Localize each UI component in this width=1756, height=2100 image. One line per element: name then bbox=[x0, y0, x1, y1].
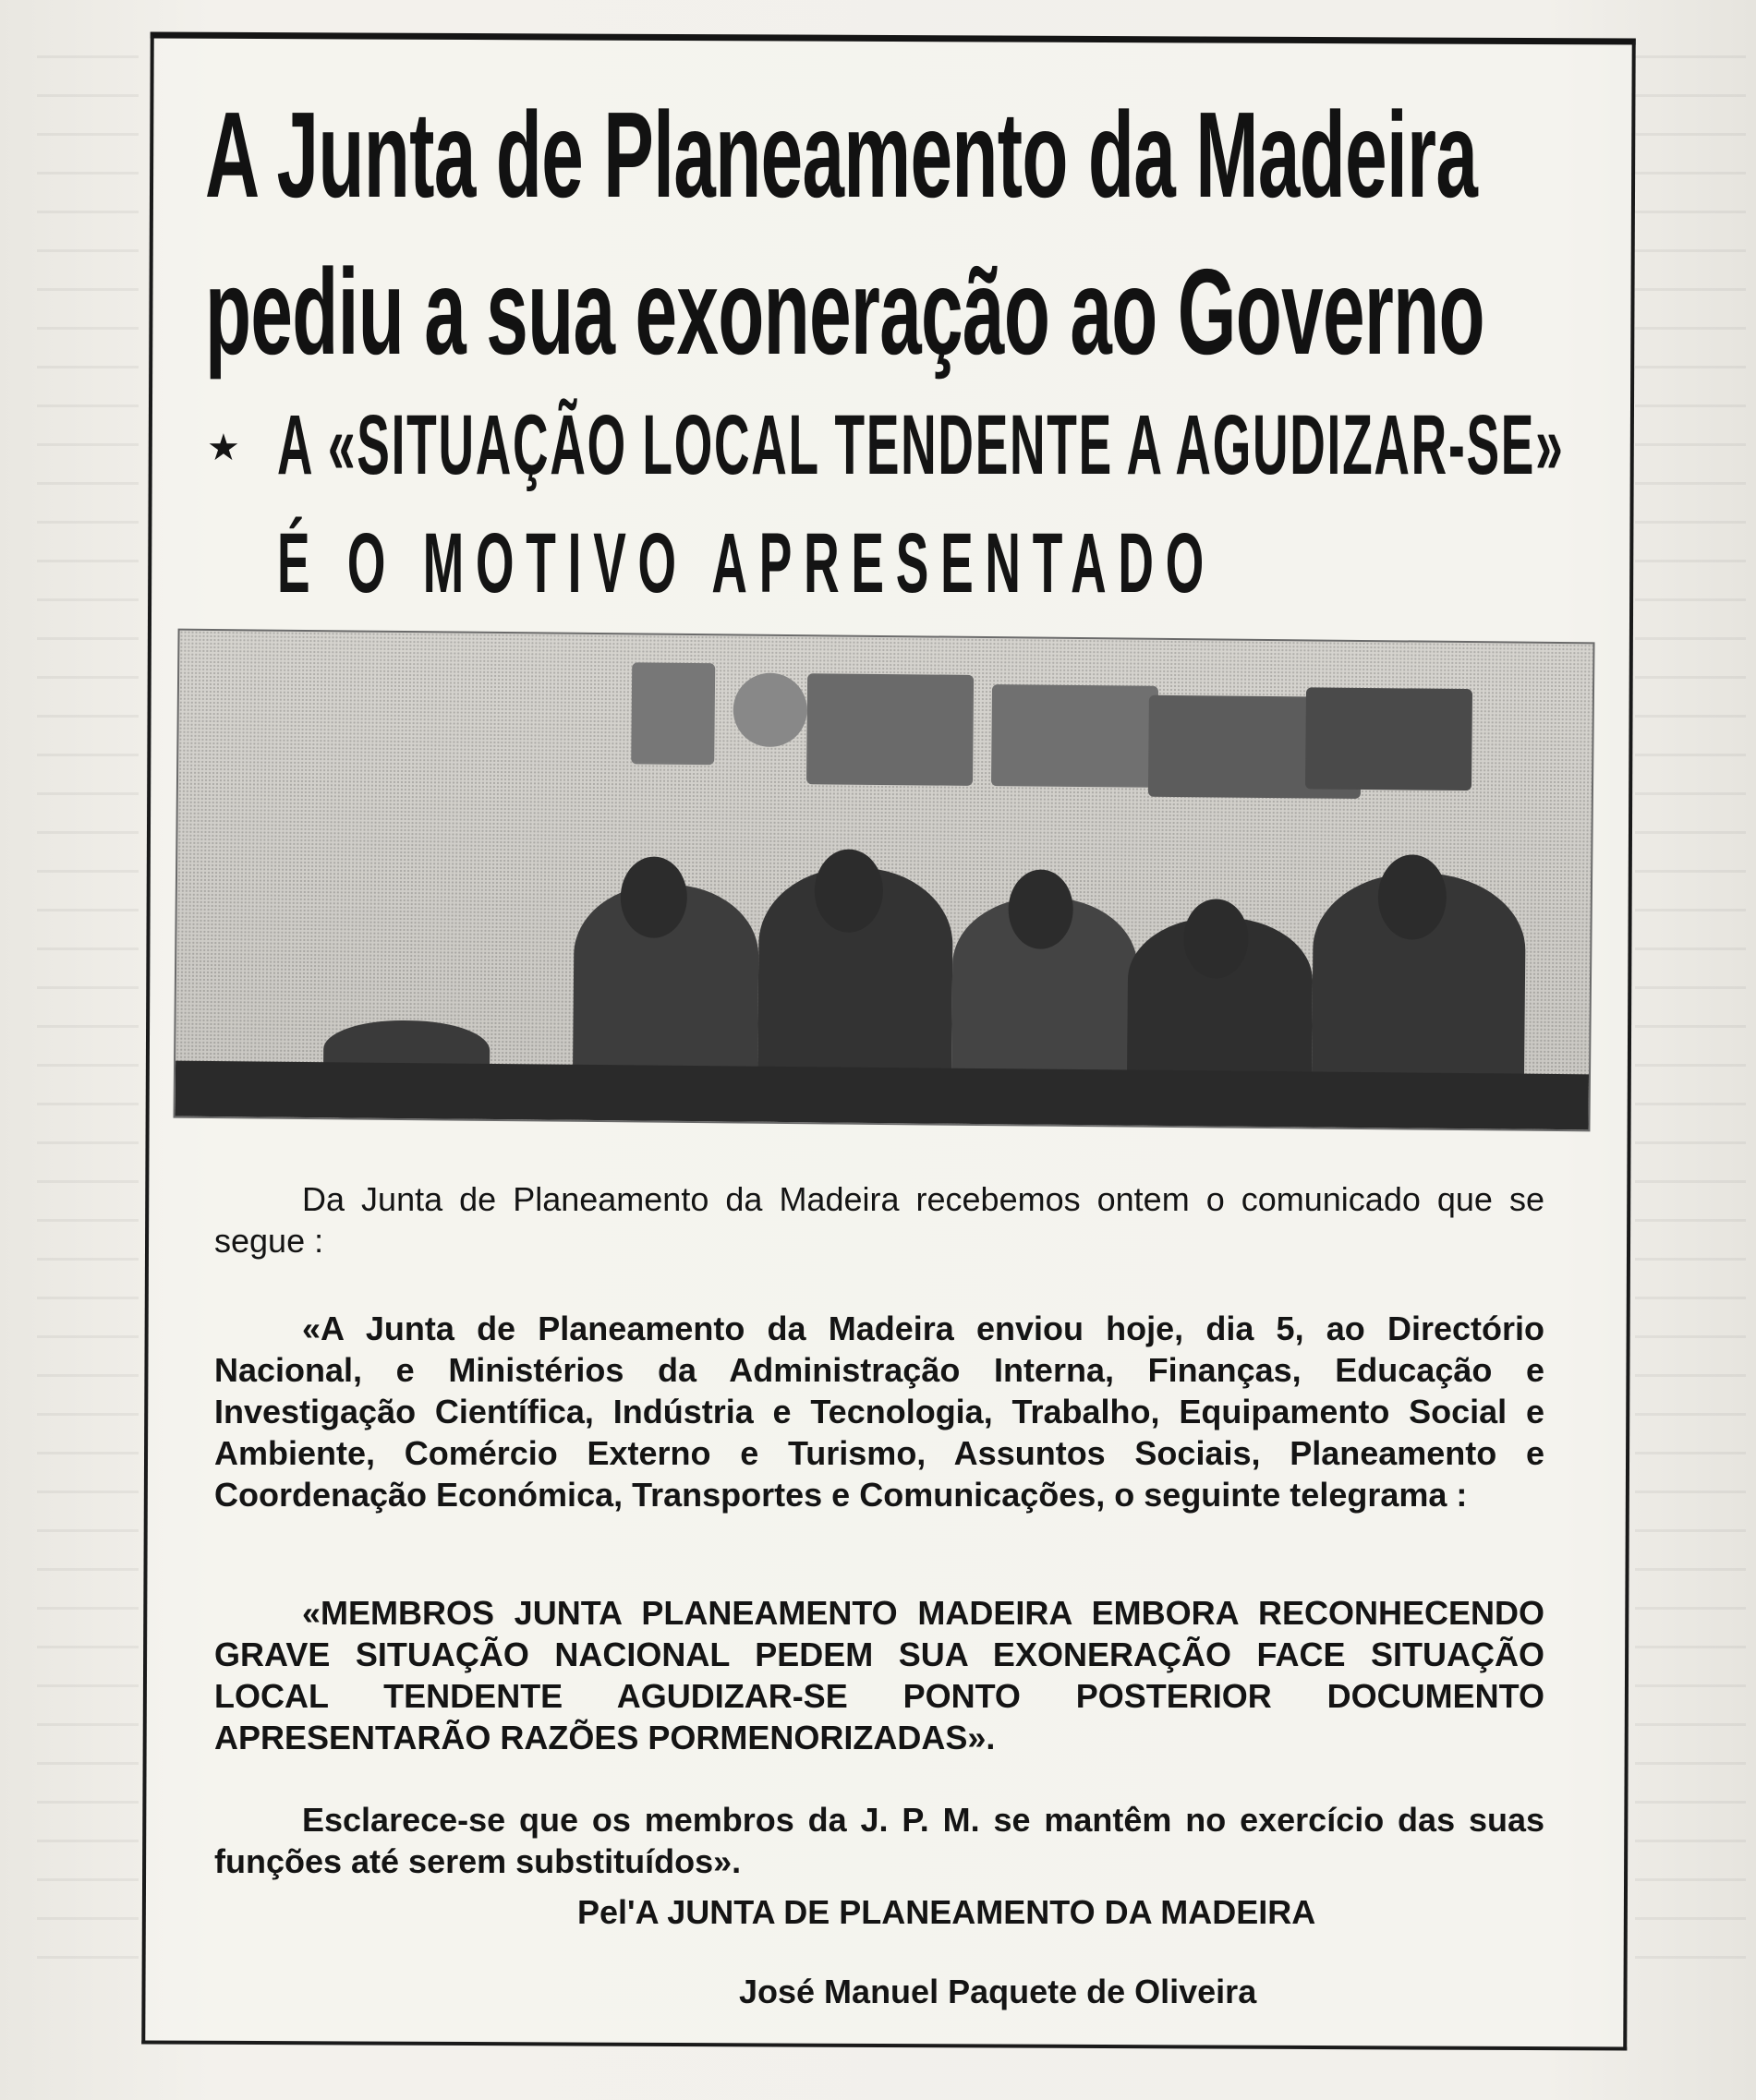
telegram-text: «MEMBROS JUNTA PLANEAMENTO MADEIRA EMBORA RECONHECENDO GRAVE SITUAÇÃO NACIONAL PEDEM SUA EXONERAÇÃO FACE SITUAÇÃO LOCAL TENDENTE AGUDIZAR-SE PONTO POSTERIOR DOCUMENTO APRESENTARÃO RAZÕES PORMENORIZADAS». bbox=[214, 1594, 1544, 1756]
communique-paragraph: «A Junta de Planeamento da Madeira enviou hoje, dia 5, ao Directório Nacional, e Ministérios da Administração Interna, Finanças, Educação e Investigação Científica, Indústria e Tecnologia, Trabalho, Equipamento Social e Ambiente, Comércio Externo e Turismo, Assuntos Sociais, Planeamento e Coordenação Económica, Transportes e Comunicações, o seguinte telegrama : bbox=[214, 1309, 1544, 1514]
coat-of-arms bbox=[631, 662, 715, 765]
star-bullet-icon: ★ bbox=[207, 428, 240, 468]
subheadline-line-2: É O MOTIVO APRESENTADO bbox=[277, 516, 1216, 610]
signature-organization: Pel'A JUNTA DE PLANEAMENTO DA MADEIRA bbox=[577, 1893, 1316, 1931]
headline-line-2: pediu a sua exoneração ao Governo bbox=[205, 244, 1484, 380]
lead-paragraph: Da Junta de Planeamento da Madeira recebemos ontem o comunicado que se segue : bbox=[214, 1180, 1544, 1260]
adjacent-column-bleed-left bbox=[37, 55, 139, 1995]
article-photo bbox=[173, 629, 1594, 1132]
adjacent-column-bleed-right bbox=[1635, 55, 1746, 1995]
coat-of-arms bbox=[1305, 687, 1472, 791]
clarification-paragraph: Esclarece-se que os membros da J. P. M. se mantêm no exercício das suas funções até serem substituídos». bbox=[214, 1801, 1544, 1880]
headline-line-1: A Junta de Planeamento da Madeira bbox=[205, 87, 1478, 223]
coat-of-arms bbox=[991, 684, 1158, 788]
signature-name: José Manuel Paquete de Oliveira bbox=[739, 1973, 1257, 2010]
subheadline-line-1: A «SITUAÇÃO LOCAL TENDENTE A AGUDIZAR-SE» bbox=[277, 398, 1565, 492]
coat-of-arms bbox=[733, 672, 807, 747]
coat-of-arms bbox=[806, 673, 974, 786]
